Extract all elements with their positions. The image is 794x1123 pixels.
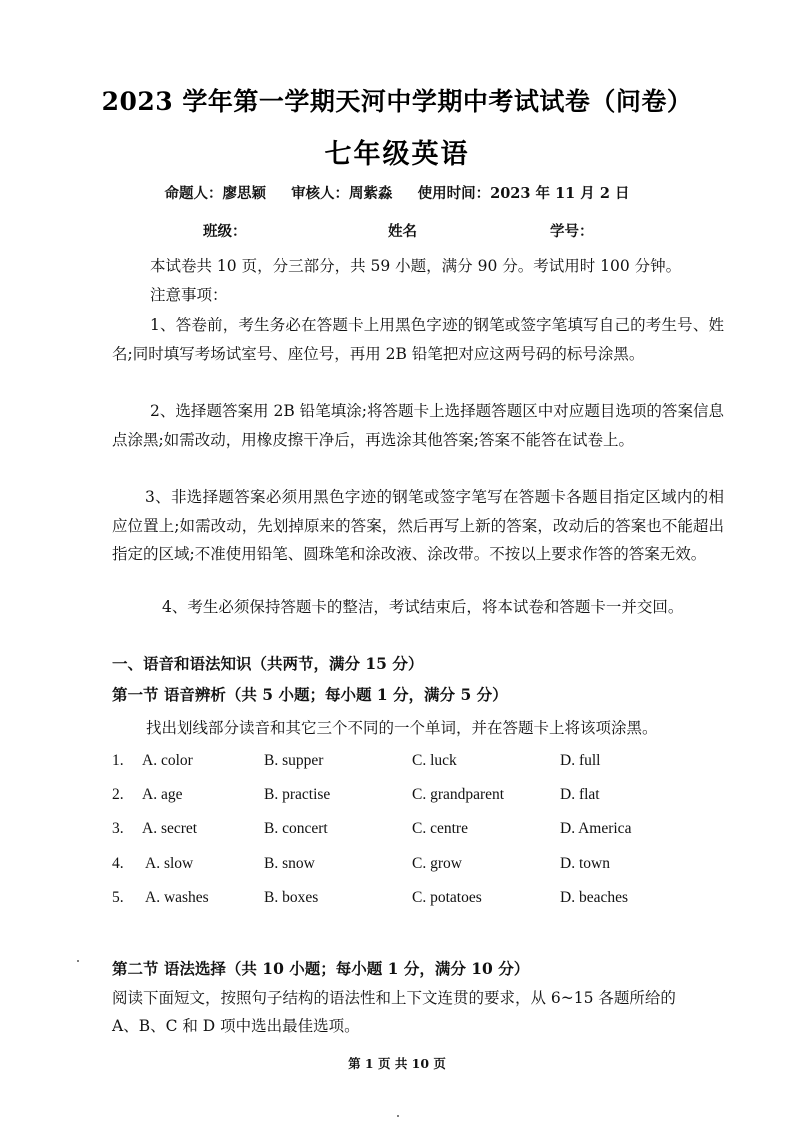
option-a: A. slow <box>145 855 194 872</box>
section2-instruction-line2: A、B、C 和 D 项中选出最佳选项。 <box>112 1017 360 1035</box>
option-b: B. boxes <box>264 889 319 906</box>
option-a: A. age <box>142 786 183 803</box>
name-label: 姓名 <box>388 223 417 240</box>
exam-meta <box>0 182 794 203</box>
date-text: 使用时间：2023 年 11 月 2 日 <box>417 185 630 202</box>
option-b: B. snow <box>264 855 315 872</box>
question-number: 3. <box>112 820 124 837</box>
note-1: 1、答卷前，考生务必在答题卡上用黑色字迹的钢笔或签字笔填写自己的考生号、姓名;同时填写考场试室号、座位号，再用 2B 铅笔把对应这两号码的标号涂黑。 <box>112 316 724 363</box>
option-c: C. potatoes <box>412 889 482 906</box>
exam-title: 2023 学年第一学期天河中学期中考试试卷（问卷） <box>101 87 693 116</box>
option-d: D. town <box>560 855 610 872</box>
question-number: 2. <box>112 786 124 803</box>
question-number: 5. <box>112 889 124 906</box>
question-number: 4. <box>112 855 124 872</box>
option-c: C. grow <box>412 855 462 872</box>
note-4: 4、考生必须保持答题卡的整洁，考试结束后，将本试卷和答题卡一并交回。 <box>162 598 684 616</box>
option-c: C. luck <box>412 752 457 769</box>
reviewer-text: 审核人：周紫淼 <box>291 185 393 202</box>
option-d: D. flat <box>560 786 600 803</box>
option-a: A. color <box>142 752 193 769</box>
option-a: A. washes <box>145 889 209 906</box>
notice-title: 注意事项： <box>150 286 228 304</box>
exam-subtitle: 七年级英语 <box>324 139 470 170</box>
note-3: 3、非选择题答案必须用黑色字迹的钢笔或签字笔写在答题卡各题目指定区域内的相应位置上;如需改动，先划掉原来的答案，然后再写上新的答案，改动后的答案也不能超出指定的区域;不准使用铅笔、圆珠笔和涂改液、涂改带。不按以上要求作答的答案无效。 <box>112 488 724 564</box>
option-d: D. America <box>560 820 632 837</box>
note-2: 2、选择题答案用 2B 铅笔填涂;将答题卡上选择题答题区中对应题目选项的答案信息点涂黑;如需改动，用橡皮擦干净后，再选涂其他答案;答案不能答在试卷上。 <box>112 402 724 449</box>
author-text: 命题人：廖思颖 <box>164 185 266 202</box>
section1-instruction: 找出划线部分读音和其它三个不同的一个单词，并在答题卡上将该项涂黑。 <box>146 719 658 737</box>
question-number: 1. <box>112 752 124 769</box>
question-row <box>112 752 732 778</box>
scan-speck <box>397 1115 399 1117</box>
part1-heading: 一、语音和语法知识（共两节，满分 15 分） <box>112 654 424 673</box>
option-b: B. concert <box>264 820 328 837</box>
number-label: 学号： <box>550 223 594 240</box>
page-footer: 第 1 页 共 10 页 <box>348 1056 446 1071</box>
scan-speck <box>77 960 79 962</box>
option-c: C. grandparent <box>412 786 505 803</box>
option-c: C. centre <box>412 820 468 837</box>
question-row <box>112 889 732 915</box>
section1-heading: 第一节 语音辨析（共 5 小题；每小题 1 分，满分 5 分） <box>112 685 508 704</box>
question-row <box>112 820 732 846</box>
section2-instruction-line1: 阅读下面短文，按照句子结构的语法性和上下文连贯的要求，从 6~15 各题所给的 <box>112 989 676 1007</box>
option-d: D. full <box>560 752 601 769</box>
class-label: 班级： <box>203 223 247 240</box>
question-row <box>112 786 732 812</box>
option-b: B. supper <box>264 752 324 769</box>
exam-summary: 本试卷共 10 页，分三部分，共 59 小题，满分 90 分。考试用时 100 分钟。 <box>150 257 682 275</box>
section2-heading: 第二节 语法选择（共 10 小题；每小题 1 分，满分 10 分） <box>112 959 530 978</box>
question-row <box>112 855 732 881</box>
option-d: D. beaches <box>560 889 628 906</box>
option-b: B. practise <box>264 786 331 803</box>
option-a: A. secret <box>142 820 198 837</box>
